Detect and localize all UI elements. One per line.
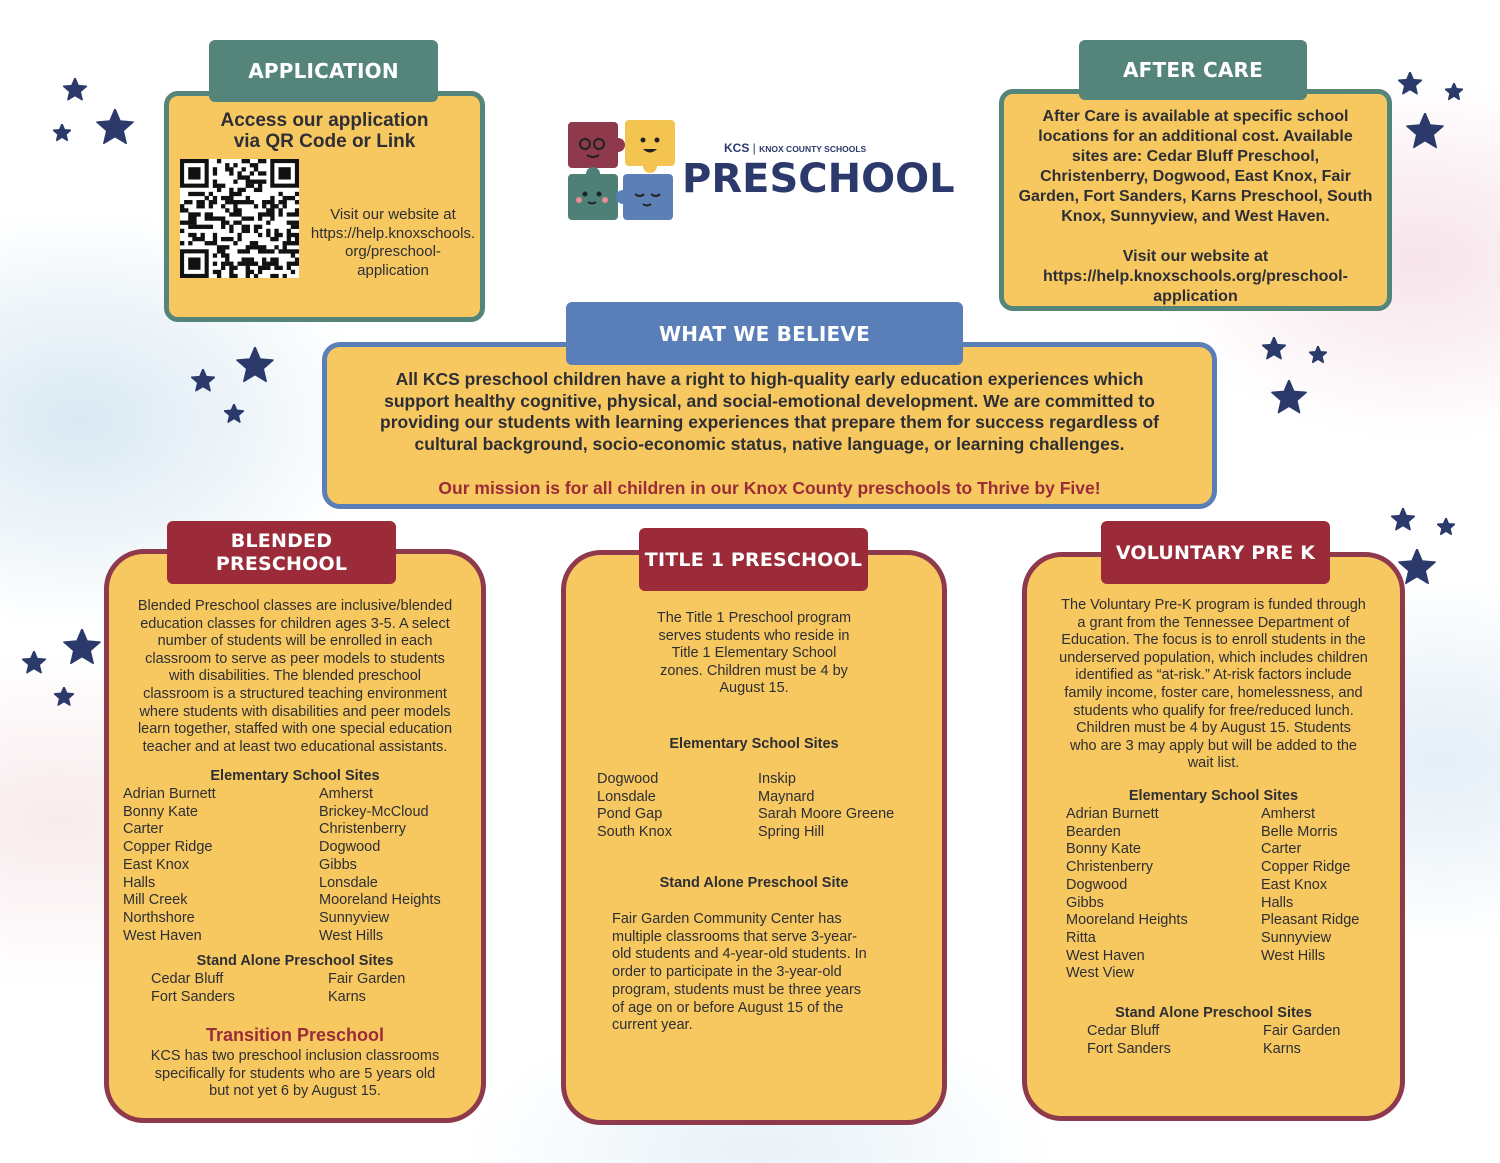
vpk-panel	[1022, 552, 1405, 1121]
list-item: Amherst	[1261, 806, 1315, 822]
title1-elementary-left	[597, 771, 672, 842]
list-item: Sunnyview	[1261, 929, 1332, 946]
star-icon	[53, 124, 71, 142]
blended-tab: BLENDED PRESCHOOL	[167, 521, 396, 584]
list-item: Carter	[123, 821, 164, 838]
title1-elementary-heading: Elementary School Sites	[669, 736, 839, 752]
title1-stand-alone-text	[612, 911, 867, 1035]
after-care-panel	[999, 89, 1392, 311]
preschool-logo: KCS | KNOX COUNTY SCHOOLS PRESCHOOL	[565, 118, 925, 226]
list-item: Lonsdale	[597, 788, 656, 805]
list-item: Bearden	[1066, 823, 1121, 840]
list-item: Brickey-McCloud	[319, 803, 429, 820]
list-item: Pleasant Ridge	[1261, 912, 1360, 929]
list-item: order to participate in the 3-year-old	[612, 964, 842, 981]
star-icon	[96, 109, 134, 147]
list-item: Christenberry	[319, 821, 407, 838]
after-care-link[interactable]: https://help.knoxschools.org/preschool-	[1043, 268, 1348, 285]
title1-description: The Title 1 Preschool program serves students who reside in Title 1 Elementary School zones. Children must be 4 by August 15.	[656, 610, 852, 697]
blended-stand-alone-left	[151, 971, 235, 1006]
list-item: Gibbs	[319, 856, 357, 873]
vpk-stand-alone-heading: Stand Alone Preschool Sites	[1115, 1005, 1312, 1021]
list-item: Fort Sanders	[1087, 1040, 1171, 1057]
star-icon	[1262, 337, 1286, 361]
after-care-tab: AFTER CARE	[1079, 40, 1307, 100]
list-item: Sunnyview	[319, 909, 390, 926]
list-item: current year.	[612, 1017, 693, 1034]
star-icon	[1271, 380, 1307, 416]
list-item: old students and 4-year-old students. In	[612, 946, 867, 963]
star-icon	[1309, 346, 1327, 364]
list-item: Halls	[1261, 894, 1294, 911]
vpk-description: The Voluntary Pre-K program is funded through a grant from the Tennessee Department of Education. The focus is to enroll students in the underserved population, which includes children identified as “at-risk.” At-risk factors include family income, foster care, homelessness, and students who qualify for free/reduced lunch. Children must be 4 by August 15. Students who are 3 may apply but will be added to the wait list.	[1059, 597, 1368, 772]
believe-panel	[322, 342, 1217, 509]
list-item: Dogwood	[319, 839, 381, 856]
list-item: Ritta	[1066, 929, 1096, 946]
star-icon	[224, 404, 244, 424]
list-item: Copper Ridge	[1261, 859, 1351, 876]
vpk-stand-alone-left	[1087, 1023, 1171, 1058]
list-item: West Haven	[123, 927, 202, 944]
blended-stand-alone-heading: Stand Alone Preschool Sites	[196, 953, 394, 969]
list-item: Belle Morris	[1261, 823, 1338, 840]
list-item: Christenberry	[1066, 859, 1154, 876]
vpk-elementary-left	[1066, 806, 1188, 983]
logo-kcs-full: KNOX COUNTY SCHOOLS	[759, 144, 867, 154]
mission-statement: Our mission is for all children in our Knox County preschools to Thrive by Five!	[438, 477, 1101, 498]
blended-panel	[104, 549, 486, 1123]
title1-stand-alone-heading: Stand Alone Preschool Site	[659, 875, 849, 891]
list-item: West Haven	[1066, 947, 1145, 964]
list-item: Cedar Bluff	[1087, 1023, 1160, 1039]
vpk-elementary-right	[1261, 806, 1359, 965]
application-panel	[164, 91, 485, 322]
list-item: multiple classrooms that serve 3-year-	[612, 928, 857, 945]
list-item: Fort Sanders	[151, 988, 235, 1005]
list-item: Adrian Burnett	[123, 786, 216, 802]
list-item: Copper Ridge	[123, 839, 213, 856]
list-item: Dogwood	[597, 771, 659, 787]
application-tab: APPLICATION	[209, 40, 438, 102]
list-item: South Knox	[597, 824, 672, 841]
list-item: Adrian Burnett	[1066, 806, 1159, 822]
star-icon	[22, 651, 46, 675]
list-item: Carter	[1261, 841, 1302, 858]
believe-tab: WHAT WE BELIEVE	[566, 302, 963, 365]
star-icon	[191, 369, 215, 393]
list-item: Sarah Moore Greene	[758, 806, 895, 823]
star-icon	[63, 78, 87, 102]
list-item: Fair Garden Community Center has	[612, 911, 842, 927]
list-item: Mooreland Heights	[319, 892, 441, 909]
star-icon	[1391, 508, 1415, 532]
list-item: East Knox	[1261, 876, 1328, 893]
blended-elementary-right	[319, 786, 441, 945]
star-icon	[1406, 113, 1444, 151]
list-item: West Hills	[319, 927, 384, 944]
vpk-stand-alone-right	[1263, 1023, 1340, 1058]
after-care-text: After Care is available at specific school locations for an additional cost. Available sites are: Cedar Bluff Preschool, Christenberry, Dogwood, East Knox, Fair Garden, Fort Sanders, Karns Preschool, South Knox, Sunnyview, and West Haven. Visit our website at https://help.knoxschools.org/preschool- application	[1004, 107, 1387, 307]
puzzle-faces-icon	[565, 118, 677, 224]
list-item: Mooreland Heights	[1066, 912, 1188, 929]
list-item: Fair Garden	[328, 971, 406, 987]
list-item: Karns	[1263, 1040, 1301, 1057]
list-item: Fair Garden	[1263, 1023, 1341, 1039]
believe-text: All KCS preschool children have a right to high-quality early education experiences which support healthy cognitive, physical, and social-emotional development. We are committed to providing our students with learning experiences that prepare them for success regardless of cultural background, socio-economic status, native language, or learning challenges. Our mission is for all children in our Knox County preschools to Thrive by Five!	[327, 369, 1212, 499]
logo-title: PRESCHOOL	[682, 156, 955, 202]
blended-stand-alone-right	[328, 971, 405, 1006]
list-item: of age on or before August 15 of the	[612, 999, 844, 1016]
vpk-elementary-heading: Elementary School Sites	[1128, 788, 1299, 804]
list-item: Karns	[328, 988, 366, 1005]
list-item: Pond Gap	[597, 806, 663, 823]
application-link[interactable]: Visit our website at https://help.knoxschools. org/preschool- application	[310, 206, 476, 279]
transition-heading: Transition Preschool	[205, 1025, 385, 1045]
title1-tab: TITLE 1 PRESCHOOL	[639, 528, 868, 591]
qr-code[interactable]	[180, 159, 299, 278]
star-icon	[236, 347, 274, 385]
logo-kcs: KCS	[724, 141, 750, 155]
blended-elementary-left	[123, 786, 216, 945]
application-heading: Access our application via QR Code or Link	[220, 110, 429, 152]
list-item: Northshore	[123, 909, 195, 926]
star-icon	[63, 629, 101, 667]
blended-elementary-heading: Elementary School Sites	[210, 768, 380, 784]
list-item: Halls	[123, 874, 156, 891]
title1-elementary-right	[758, 771, 894, 842]
transition-description: KCS has two preschool inclusion classrooms specifically for students who are 5 years old but not yet 6 by August 15.	[150, 1048, 440, 1100]
list-item: Dogwood	[1066, 876, 1128, 893]
list-item: Gibbs	[1066, 894, 1104, 911]
list-item: West Hills	[1261, 947, 1326, 964]
list-item: Lonsdale	[319, 874, 378, 891]
list-item: Maynard	[758, 788, 815, 805]
title1-panel	[561, 550, 947, 1125]
list-item: program, students must be three years	[612, 981, 862, 998]
list-item: Bonny Kate	[1066, 841, 1141, 858]
qr-code-icon	[180, 159, 299, 278]
list-item: Mill Creek	[123, 892, 188, 909]
blended-description: Blended Preschool classes are inclusive/blended education classes for children ages 3-5. A select number of students will be enrolled in each classroom to serve as peer models to students with disabilities. The blended preschool classroom is a structured teaching environment where students with disabilities and peer models learn together, staffed with one special education teacher and at least two educational assistants.	[137, 598, 453, 755]
star-icon	[54, 687, 74, 707]
star-icon	[1437, 518, 1455, 536]
list-item: West View	[1066, 965, 1134, 982]
vpk-tab: VOLUNTARY PRE K	[1101, 521, 1330, 584]
list-item: Spring Hill	[758, 824, 825, 841]
list-item: Cedar Bluff	[151, 971, 224, 987]
star-icon	[1398, 72, 1422, 96]
list-item: Bonny Kate	[123, 803, 198, 820]
list-item: Amherst	[319, 786, 373, 802]
star-icon	[1445, 83, 1463, 101]
list-item: East Knox	[123, 856, 190, 873]
list-item: Inskip	[758, 771, 796, 787]
